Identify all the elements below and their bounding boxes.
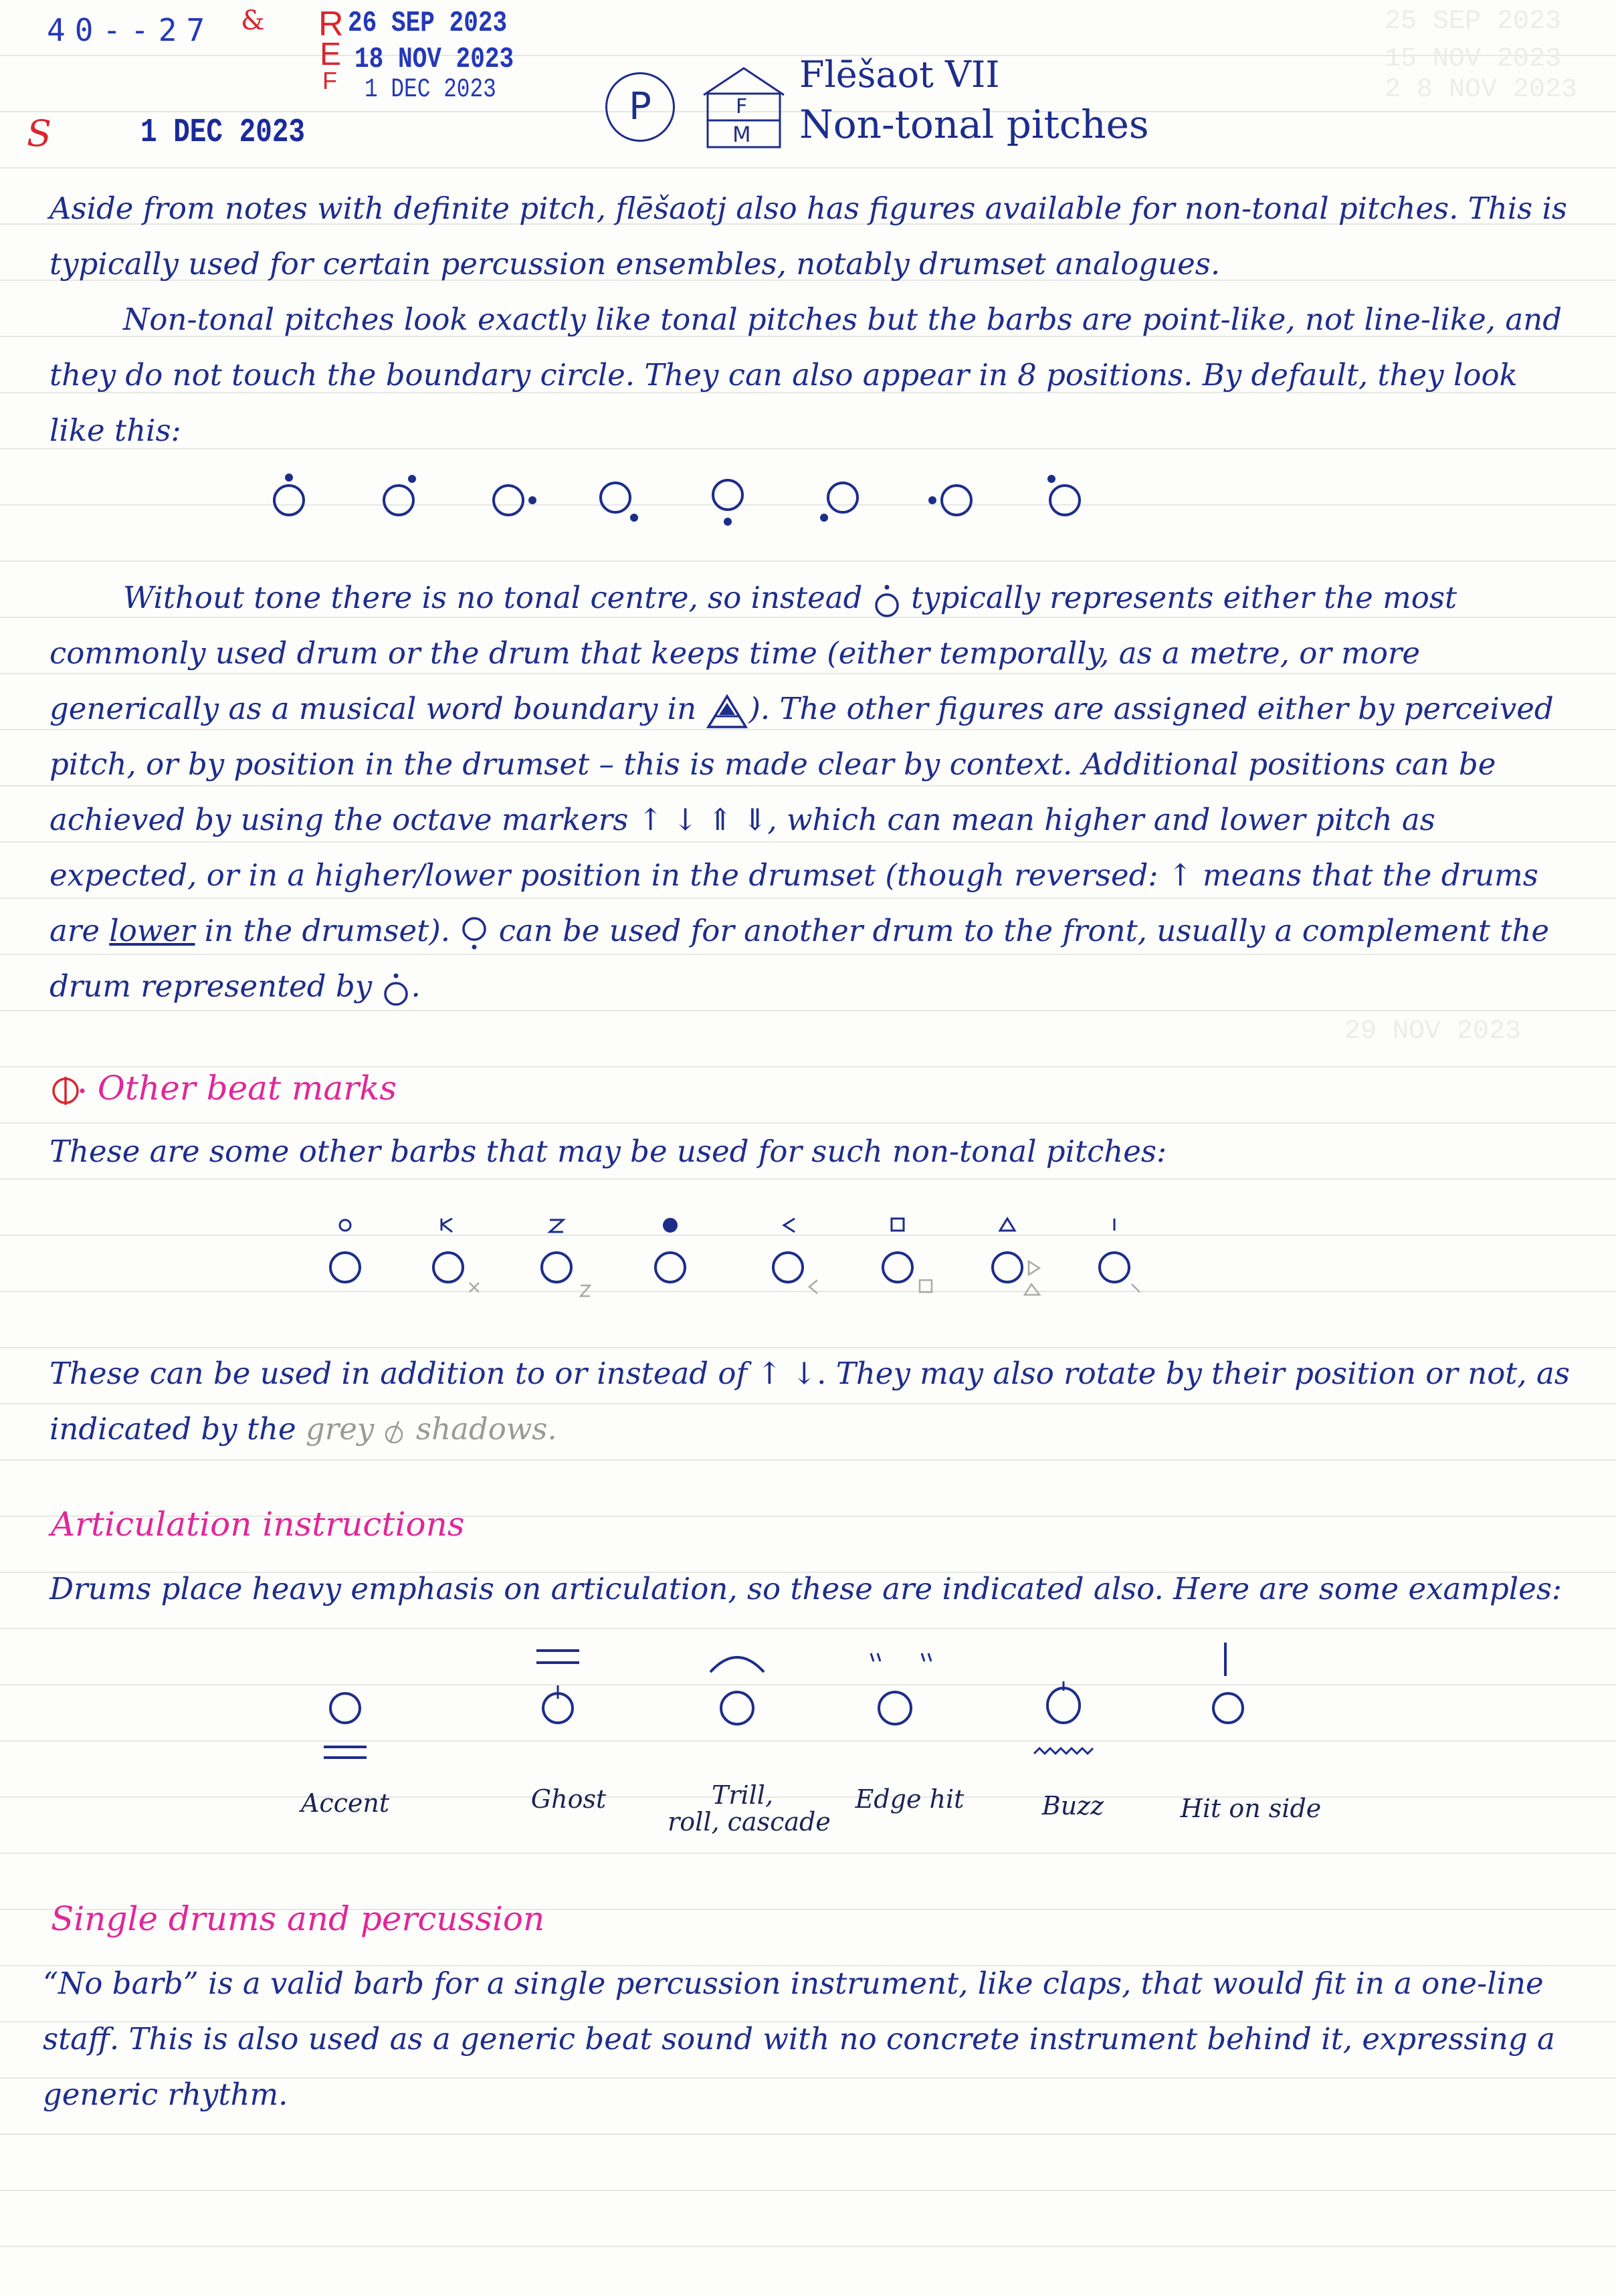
grey-word: grey [305, 1411, 375, 1447]
other-beat-heading-text: Other beat marks [97, 1069, 397, 1108]
articulation-figure [294, 1629, 1298, 1776]
other-beat-heading [51, 1069, 397, 1109]
main-date-stamp: 1 DEC 2023 [140, 114, 306, 152]
house-label-m: M [732, 122, 751, 147]
figure-bottom-dot-icon [460, 916, 489, 952]
text-run: means that the drums are [49, 857, 1538, 948]
intro-paragraph-1: Aside from notes with definite pitch, flēšaotj also has figures available for non-tonal pitches. This is typically used for certain percussion ensembles, notably drumset analogues. [49, 191, 1568, 282]
circled-p-label: P [629, 85, 651, 128]
accent-symbol [324, 1693, 367, 1758]
other-beat-text: These are some other barbs that may be used for such non-tonal pitches: [49, 1134, 1167, 1169]
page-title: Flēšaot VII [799, 54, 1000, 96]
caption-ghost: Ghost [530, 1784, 607, 1814]
barb-z [542, 1220, 590, 1296]
rotation-paragraph [49, 1346, 1581, 1457]
barb-circle [330, 1220, 360, 1282]
ref-mark-e: E [320, 37, 342, 72]
date-stamp-3: 1 DEC 2023 [365, 75, 496, 105]
single-drums-heading: Single drums and percussion [51, 1899, 545, 1938]
articulation-heading: Articulation instructions [51, 1505, 465, 1544]
figure-pos-2 [384, 476, 415, 515]
grey-shadow-figure-icon [384, 1417, 407, 1447]
figure-pos-8 [1049, 476, 1080, 515]
barb-triangle [993, 1219, 1039, 1295]
bleed-through-2: 15 NOV 2023 [1385, 44, 1562, 74]
heading-bullet-icon [51, 1073, 87, 1109]
figure-pos-3 [494, 486, 535, 515]
buzz-symbol [1034, 1681, 1093, 1754]
shadows-word: shadows. [415, 1411, 557, 1447]
text-run: , which can mean higher and lower pitch as expected, or in a higher/lower position in the drumset (though reversed: [49, 802, 1435, 893]
house-triangle-icon [706, 694, 748, 730]
caption-trill-2: roll, cascade [668, 1807, 831, 1837]
articulation-text: Drums place heavy emphasis on articulation, so these are indicated also. Here are some examples: [49, 1571, 1562, 1606]
text-run: can be used for another drum to the front, usually a complement the drum represented by [49, 913, 1549, 1004]
bleed-through-4: 29 NOV 2023 [1344, 1017, 1522, 1047]
tonal-centre-paragraph [49, 570, 1581, 1014]
page-subtitle: Non-tonal pitches [799, 102, 1149, 147]
caption-hit-on-side: Hit on side [1180, 1794, 1322, 1823]
single-drums-text: “No barb” is a valid barb for a single percussion instrument, like claps, that would fit in a one-line staff. This is also used as a generic beat sound with no concrete instrument behind it, expressing a generic rhythm. [43, 1966, 1555, 2112]
house-fm-symbol [701, 64, 787, 148]
edge-hit-symbol [871, 1653, 931, 1724]
figure-pos-7 [930, 486, 971, 515]
figure-pos-6 [821, 483, 857, 520]
text-run: They may also rotate by their position or not, as indicated by the [49, 1356, 1570, 1447]
text-run: ). The other figures are assigned either by perceived pitch, or by position in the drumset – this is made clear by context. Additional positions can be achieved by using the octave markers [49, 691, 1554, 837]
arrows: ↑ ↓. [756, 1356, 827, 1391]
date-stamp-1: 26 SEP 2023 [348, 7, 508, 40]
barb-square [883, 1219, 932, 1292]
intro-paragraph-2: Non-tonal pitches look exactly like tonal pitches but the barbs are point-like, not line-like, and they do not touch the boundary circle. They can also appear in 8 positions. By default, they look like this: [49, 302, 1562, 448]
ghost-symbol [536, 1651, 579, 1723]
s-mark: S [27, 112, 52, 154]
hit-on-side-symbol [1213, 1643, 1243, 1723]
ref-mark-r: R [318, 5, 344, 43]
barb-filled-dot [655, 1219, 685, 1282]
caption-buzz: Buzz [1041, 1791, 1104, 1820]
figure-pos-5 [713, 480, 742, 524]
date-stamp-2: 18 NOV 2023 [355, 43, 514, 76]
octave-markers: ↑ ↓ ⇑ ⇓ [637, 802, 768, 837]
bleed-through-3: 2 8 NOV 2023 [1385, 75, 1578, 105]
text-run: Without tone there is no tonal centre, so instead [123, 580, 863, 615]
caption-trill: Trill, [711, 1780, 774, 1810]
figure-pos-4 [601, 483, 637, 520]
caption-accent: Accent [300, 1788, 390, 1818]
barb-tick [1100, 1219, 1140, 1292]
red-ampersand-mark: & [241, 5, 265, 36]
trill-symbol [710, 1657, 764, 1724]
figure-pos-1 [274, 475, 304, 515]
page-number: 40--27 [47, 12, 215, 48]
barb-angle [773, 1219, 817, 1293]
bleed-through-1: 25 SEP 2023 [1385, 7, 1562, 37]
other-barbs-figure [314, 1211, 1184, 1311]
default-positions-figure [254, 468, 1110, 528]
up-arrow: ↑ [1167, 857, 1193, 893]
circled-p-symbol [605, 72, 675, 142]
figure-top-dot-icon [872, 583, 902, 619]
text-run: . [411, 968, 421, 1004]
text-run: typically represents either the most commonly used drum or the drum that keeps time (either temporally, as a metre, or more generically as a musical word boundary in [49, 580, 1457, 726]
underlined-lower: lower [109, 913, 195, 948]
text-run: in the drumset). [204, 913, 451, 948]
text-run: These can be used in addition to or instead of [49, 1356, 748, 1391]
house-label-f: F [736, 95, 748, 118]
ref-mark-f: F [322, 67, 337, 94]
caption-edge-hit: Edge hit [855, 1784, 965, 1814]
figure-top-dot-icon [381, 971, 411, 1007]
barb-x [433, 1219, 479, 1292]
